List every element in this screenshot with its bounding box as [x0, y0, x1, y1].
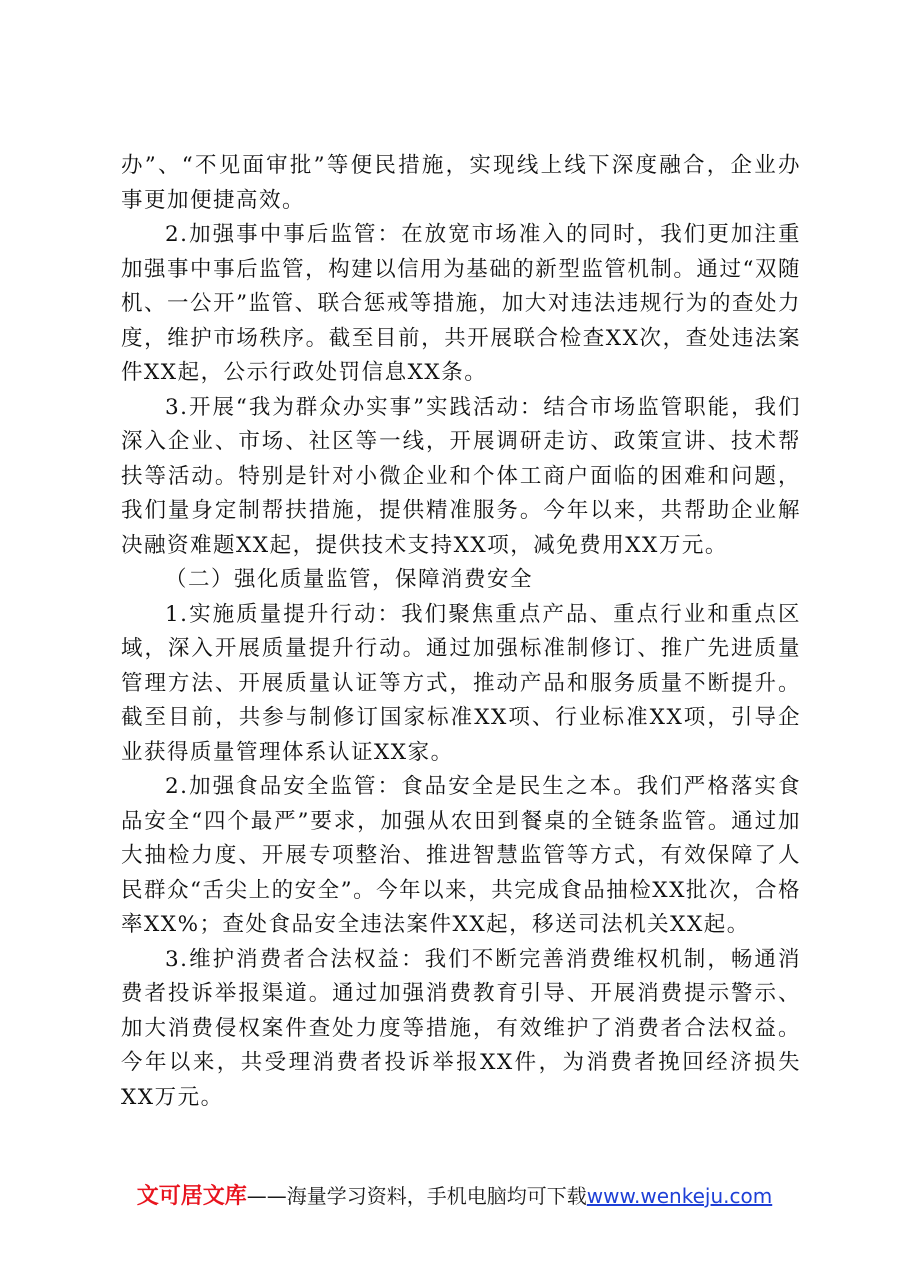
footer-banner	[0, 1181, 909, 1212]
paragraph-food-safety: 2.加强食品安全监管：食品安全是民生之本。我们严格落实食品安全“四个最严”要求，加强从农田到餐桌的全链条监管。通过加大抽检力度、开展专项整治、推进智慧监管等方式，有效保障了人民群众“舌尖上的安全”。今年以来，共完成食品抽检XX批次，合格率XX%；查处食品安全违法案件XX起，移送司法机关XX起。	[121, 774, 801, 937]
paragraph-consumer-rights: 3.维护消费者合法权益：我们不断完善消费维权机制，畅通消费者投诉举报渠道。通过加强消费教育引导、开展消费提示警示、加大消费侵权案件查处力度等措施，有效维护了消费者合法权益。今年以来，共受理消费者投诉举报XX件，为消费者挽回经济损失XX万元。	[121, 946, 801, 1110]
footer-tagline: ——海量学习资料，手机电脑均可下载	[246, 1184, 587, 1208]
footer-site-link[interactable]: www.wenkeju.com	[586, 1184, 773, 1208]
paragraph-continuation: 办”、“不见面审批”等便民措施，实现线上线下深度融合，企业办事更加便捷高效。	[121, 153, 801, 213]
paragraph-practice-activity: 3.开展“我为群众办实事”实践活动：结合市场监管职能，我们深入企业、市场、社区等一线，开展调研走访、政策宣讲、技术帮扶等活动。特别是针对小微企业和个体工商户面临的困难和问题，我们量身定制帮扶措施，提供精准服务。今年以来，共帮助企业解决融资难题XX起，提供技术支持XX项，减免费用XX万元。	[121, 394, 801, 558]
paragraph-post-supervision: 2.加强事中事后监管：在放宽市场准入的同时，我们更加注重加强事中事后监管，构建以信用为基础的新型监管机制。通过“双随机、一公开”监管、联合惩戒等措施，加大对违法违规行为的查处力度，维护市场秩序。截至目前，共开展联合检查XX次，查处违法案件XX起，公示行政处罚信息XX条。	[121, 222, 801, 385]
section-heading-quality: （二）强化质量监管，保障消费安全	[165, 567, 534, 592]
document-body	[121, 149, 801, 1115]
paragraph-quality-improvement: 1.实施质量提升行动：我们聚焦重点产品、重点行业和重点区域，深入开展质量提升行动。通过加强标准制修订、推广先进质量管理方法、开展质量认证等方式，推动产品和服务质量不断提升。截至目前，共参与制修订国家标准XX项、行业标准XX项，引导企业获得质量管理体系认证XX家。	[121, 601, 801, 765]
footer-brand: 文可居文库	[136, 1184, 247, 1209]
